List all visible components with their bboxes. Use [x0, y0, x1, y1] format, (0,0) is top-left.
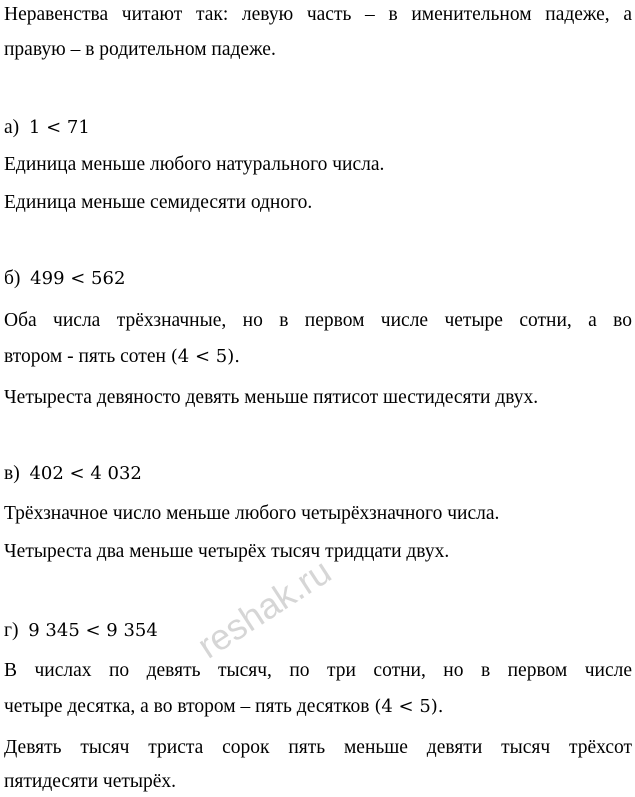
- item-c-line-1: Трёхзначное число меньше любого четырёхзначного числа.: [4, 503, 500, 524]
- item-d-line-1: В числах по девять тысяч, по три сотни, но в первом числе: [4, 660, 632, 681]
- item-a-heading: [4, 115, 90, 141]
- item-a-line-1: Единица меньше любого натурального числа.: [4, 154, 385, 175]
- item-label: г): [4, 620, 19, 641]
- inequality: 499 < 562: [30, 268, 126, 289]
- inequality: 9 345 < 9 354: [28, 620, 158, 641]
- item-b-heading: [4, 266, 125, 292]
- inequality: 402 < 4 032: [29, 463, 142, 484]
- item-b-text: втором - пять сотен: [4, 346, 166, 367]
- item-a-line-2: Единица меньше семидесяти одного.: [4, 192, 313, 213]
- inequality: 1 < 71: [28, 117, 90, 138]
- item-d-line-4: пятидесяти четырёх.: [4, 771, 176, 792]
- intro-line-2: правую – в родительном падеже.: [4, 39, 276, 60]
- watermark-logo: reshak.ru: [190, 550, 339, 667]
- item-d-text: четыре десятка, а во втором – пять десятков: [4, 696, 370, 717]
- item-label: а): [4, 117, 20, 138]
- item-b-line-1: Оба числа трёхзначные, но в первом числе четыре сотни, а во: [4, 310, 632, 331]
- item-b-comparison: (4 < 5).: [170, 346, 240, 367]
- item-b-line-2: [4, 344, 240, 370]
- item-d-line-2: [4, 694, 444, 720]
- item-label: б): [4, 268, 21, 289]
- item-c-line-2: Четыреста два меньше четырёх тысяч тридцати двух.: [4, 541, 450, 562]
- intro-line-1: Неравенства читают так: левую часть – в именительном падеже, а: [4, 4, 632, 25]
- item-d-heading: [4, 618, 158, 644]
- item-c-heading: [4, 461, 142, 487]
- item-d-line-3: Девять тысяч триста сорок пять меньше девяти тысяч трёхсот: [4, 737, 632, 758]
- item-b-line-3: Четыреста девяносто девять меньше пятисот шестидесяти двух.: [4, 387, 539, 408]
- item-d-comparison: (4 < 5).: [374, 696, 444, 717]
- item-label: в): [4, 463, 20, 484]
